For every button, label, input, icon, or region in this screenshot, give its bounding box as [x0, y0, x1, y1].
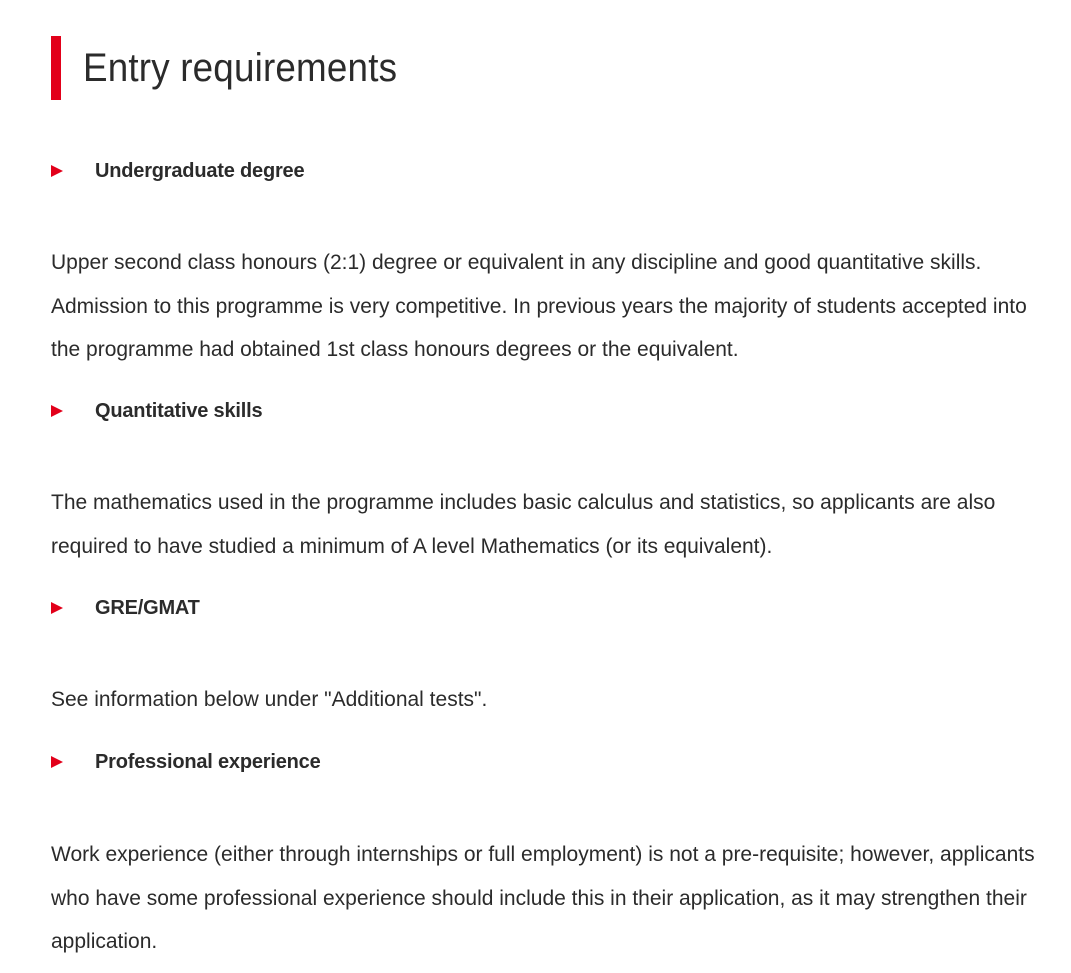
triangle-right-icon [51, 405, 63, 417]
section-title: Professional experience [95, 750, 321, 773]
section-title: Quantitative skills [95, 399, 263, 422]
section-title: Undergraduate degree [95, 159, 305, 182]
section-body: The mathematics used in the programme includes basic calculus and statistics, so applicants are also required to have studied a minimum of A level Mathematics (or its equivalent). [51, 491, 996, 558]
section-title: GRE/GMAT [95, 596, 200, 619]
section-header-quantitative-skills[interactable] [51, 397, 262, 425]
page-heading [51, 36, 425, 100]
section-body: See information below under "Additional tests". [51, 688, 488, 711]
triangle-right-icon [51, 756, 63, 768]
section-header-undergraduate-degree[interactable] [51, 157, 304, 185]
triangle-right-icon [51, 165, 63, 177]
section-header-gre-gmat[interactable] [51, 594, 200, 622]
section-body: Work experience (either through internships or full employment) is not a pre-requisite; however, applicants who have some professional experience should include this in their application, as it may strengthen their application. [51, 843, 1035, 953]
triangle-right-icon [51, 602, 63, 614]
section-body: Upper second class honours (2:1) degree or equivalent in any discipline and good quantitative skills. Admission to this programme is very competitive. In previous years the majority of students accepted into the programme had obtained 1st class honours degrees or the equivalent. [51, 251, 1027, 361]
section-header-professional-experience[interactable] [51, 748, 321, 776]
heading-accent-bar [51, 36, 61, 100]
page-title: Entry requirements [83, 45, 398, 90]
